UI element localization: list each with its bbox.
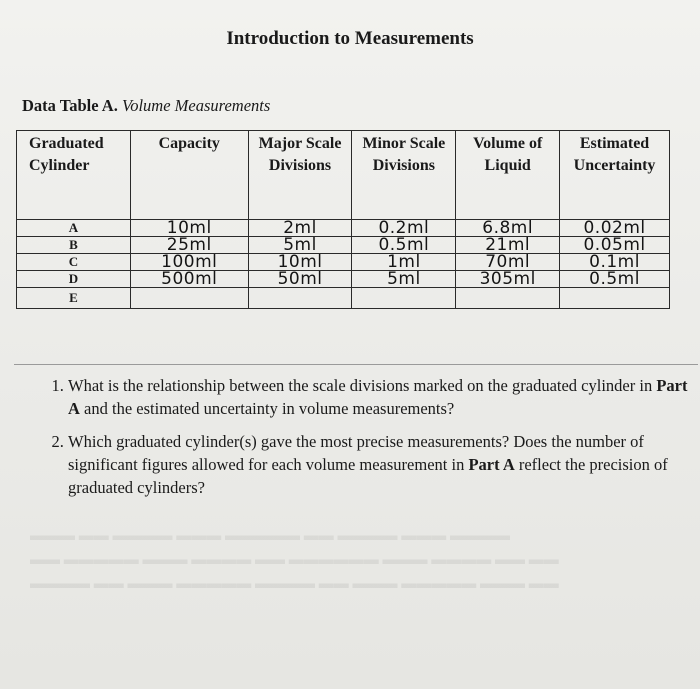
uncertainty-cell	[560, 288, 670, 309]
table-caption-label: Data Table A.	[22, 96, 118, 115]
minor-divisions-cell: 0.5ml	[352, 237, 456, 254]
question-2-text-end: reflect the precision of graduated cylinders?	[68, 455, 668, 497]
volume-measurements-table	[16, 130, 670, 309]
table-row	[17, 288, 670, 309]
question-2-text: Which graduated cylinder(s) gave the most precise measurements? Does the number of significant figures allowed for each volume measurement in	[68, 432, 644, 474]
cylinder-label: B	[17, 237, 131, 254]
minor-divisions-cell: 5ml	[352, 271, 456, 288]
major-divisions-cell: 10ml	[248, 254, 352, 271]
uncertainty-cell: 0.05ml	[560, 237, 670, 254]
volume-cell: 21ml	[456, 237, 560, 254]
capacity-cell: 500ml	[130, 271, 248, 288]
minor-divisions-cell: 1ml	[352, 254, 456, 271]
cylinder-label: A	[17, 220, 131, 237]
capacity-cell: 25ml	[130, 237, 248, 254]
header-estimated-uncertainty: Estimated Uncertainty	[560, 131, 670, 220]
header-volume-of-liquid: Volume of Liquid	[456, 131, 560, 220]
volume-cell: 6.8ml	[456, 220, 560, 237]
capacity-cell	[130, 288, 248, 309]
uncertainty-cell: 0.5ml	[560, 271, 670, 288]
uncertainty-cell: 0.02ml	[560, 220, 670, 237]
volume-cell	[456, 288, 560, 309]
major-divisions-cell: 2ml	[248, 220, 352, 237]
question-1-text: What is the relationship between the scale divisions marked on the graduated cylinder in	[68, 376, 657, 395]
question-list	[44, 374, 698, 509]
table-caption-title: Volume Measurements	[121, 96, 271, 115]
header-minor-scale-divisions: Minor Scale Divisions	[352, 131, 456, 220]
capacity-cell: 10ml	[130, 220, 248, 237]
question-1-text-end: and the estimated uncertainty in volume measurements?	[79, 399, 455, 418]
table-header-row	[17, 131, 670, 220]
question-2	[68, 430, 698, 499]
major-divisions-cell: 5ml	[248, 237, 352, 254]
table-row	[17, 254, 670, 271]
page-title: Introduction to Measurements	[226, 28, 474, 49]
question-1-part-ref: Part A	[68, 376, 688, 418]
header-graduated-cylinder: Graduated Cylinder	[17, 131, 131, 220]
major-divisions-cell: 50ml	[248, 271, 352, 288]
bleed-through-texture: ▬▬▬ ▬▬ ▬▬▬▬ ▬▬▬ ▬▬▬▬▬ ▬▬ ▬▬▬▬ ▬▬▬ ▬▬▬▬	[30, 528, 510, 544]
table-row	[17, 271, 670, 288]
question-1	[68, 374, 698, 420]
minor-divisions-cell	[352, 288, 456, 309]
bleed-through-texture: ▬▬▬▬ ▬▬ ▬▬▬ ▬▬▬▬▬ ▬▬▬▬ ▬▬ ▬▬▬ ▬▬▬▬▬ ▬▬▬ ▬▬	[30, 576, 559, 592]
header-major-scale-divisions: Major Scale Divisions	[248, 131, 352, 220]
volume-cell: 70ml	[456, 254, 560, 271]
header-capacity: Capacity	[130, 131, 248, 220]
table-row	[17, 237, 670, 254]
major-divisions-cell	[248, 288, 352, 309]
minor-divisions-cell: 0.2ml	[352, 220, 456, 237]
question-2-part-ref: Part A	[468, 455, 515, 474]
table-row	[17, 220, 670, 237]
table-caption	[22, 96, 270, 116]
capacity-cell: 100ml	[130, 254, 248, 271]
cylinder-label: D	[17, 271, 131, 288]
section-divider	[14, 364, 698, 365]
cylinder-label: C	[17, 254, 131, 271]
volume-cell: 305ml	[456, 271, 560, 288]
uncertainty-cell: 0.1ml	[560, 254, 670, 271]
bleed-through-texture: ▬▬ ▬▬▬▬▬ ▬▬▬ ▬▬▬▬ ▬▬ ▬▬▬▬▬▬ ▬▬▬ ▬▬▬▬ ▬▬ ▬▬	[30, 552, 559, 568]
cylinder-label: E	[17, 288, 131, 309]
